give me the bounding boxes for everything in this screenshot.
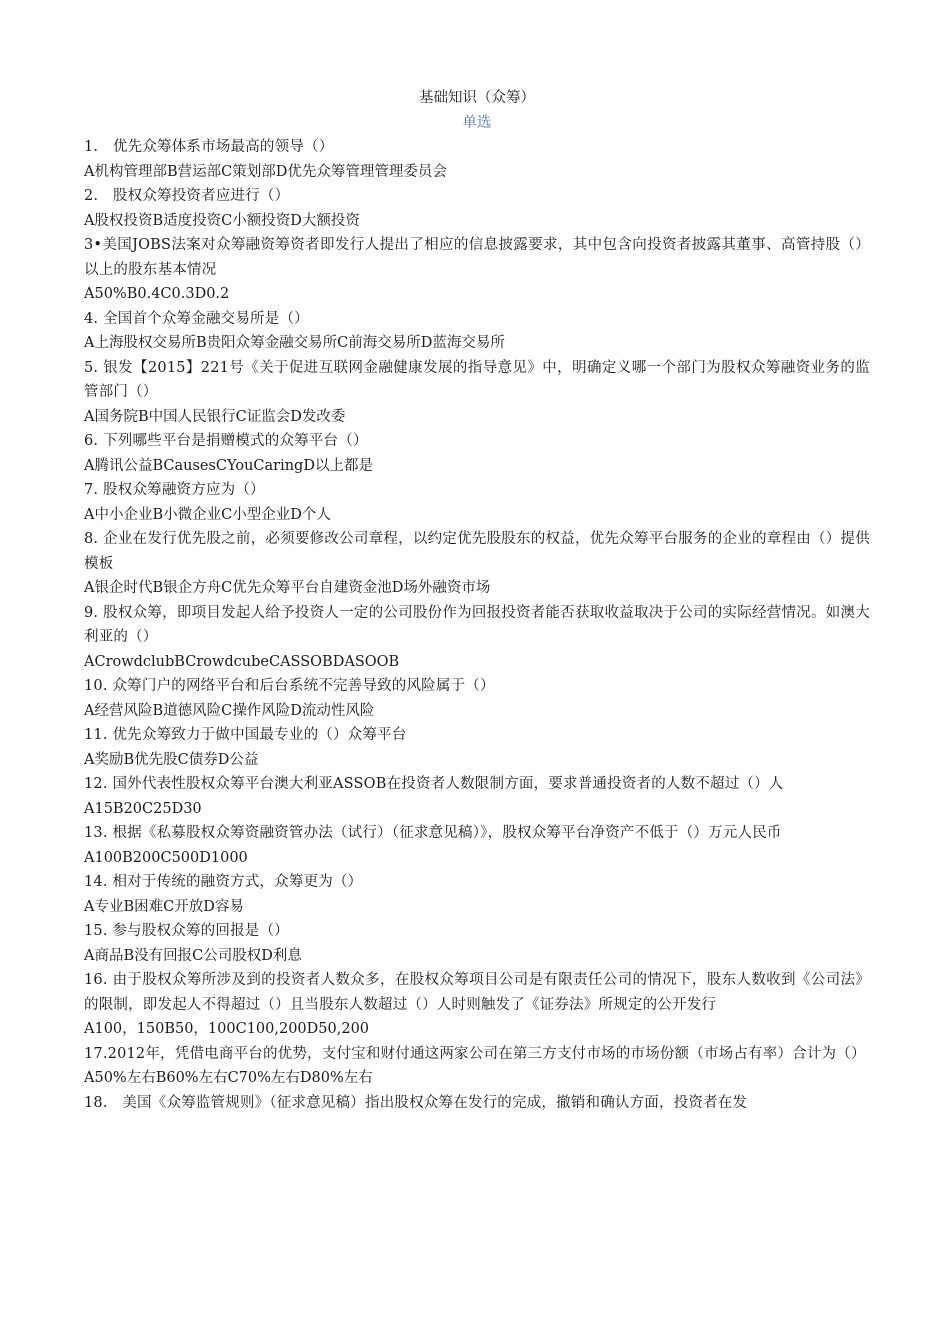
question-7: 7. 股权众筹融资方应为（） [84, 482, 265, 498]
question-14: 14. 相对于传统的融资方式，众筹更为（） [84, 874, 363, 890]
options-11: A奖励B优先股C债券D公益 [84, 751, 259, 768]
question-8: 8. 企业在发行优先股之前，必须要修改公司章程，以约定优先股股东的权益，优先众筹平台服务的企业的章程由（）提供模板 [84, 531, 870, 572]
question-12: 12. 国外代表性股权众筹平台澳大利亚ASSOB在投资者人数限制方面，要求普通投资者的人数不超过（）人 [84, 776, 784, 792]
question-1: 1. 优先众筹体系市场最高的领导（） [84, 139, 334, 155]
question-16: 16. 由于股权众筹所涉及到的投资者人数众多，在股权众筹项目公司是有限责任公司的情况下，股东人数收到《公司法》的限制，即发起人不得超过（）且当股东人数超过（）人时则触发了《证券法》所规定的公开发行 [84, 972, 870, 1013]
question-4: 4. 全国首个众筹金融交易所是（） [84, 310, 309, 327]
document-title: 基础知识（众筹） [419, 90, 535, 106]
question-5: 5. 银发【2015】221号《关于促进互联网金融健康发展的指导意见》中，明确定义哪一个部门为股权众筹融资业务的监管部门（） [84, 359, 870, 400]
question-15: 15. 参与股权众筹的回报是（） [84, 923, 289, 939]
options-17: A50%左右B60%左右C70%左右D80%左右 [84, 1070, 373, 1086]
question-13: 13. 根据《私募股权众筹资融资管办法（试行）（征求意见稿）》，股权众筹平台净资产不低于（）万元人民币 [84, 825, 782, 841]
question-3: 3•美国JOBS法案对众筹融资筹资者即发行人提出了相应的信息披露要求，其中包含向投资者披露其董事、高管持股（）以上的股东基本情况 [84, 237, 870, 278]
question-11: 11. 优先众筹致力于做中国最专业的（）众筹平台 [84, 727, 407, 743]
options-14: A专业B困难C开放D容易 [84, 898, 244, 915]
options-12: A15B20C25D30 [84, 800, 202, 817]
options-5: A国务院B中国人民银行C证监会D发改委 [84, 408, 346, 425]
question-17: 17.2012年，凭借电商平台的优势，支付宝和财付通这两家公司在第三方支付市场的市场份额（市场占有率）合计为（） [84, 1045, 866, 1062]
options-10: A经营风险B道德风险C操作风险D流动性风险 [84, 702, 375, 719]
document-body [84, 86, 870, 1115]
options-13: A100B200C500D1000 [84, 849, 248, 866]
question-10: 10. 众筹门户的网络平台和后台系统不完善导致的风险属于（） [84, 678, 495, 694]
options-1: A机构管理部B营运部C策划部D优先众筹管理管理委员会 [84, 163, 447, 180]
options-2: A股权投资B适度投资C小额投资D大额投资 [84, 212, 360, 229]
options-15: A商品B没有回报C公司股权D利息 [84, 947, 302, 964]
options-8: A银企时代B银企方舟C优先众筹平台自建资金池D场外融资市场 [84, 580, 491, 596]
options-6: A腾讯公益BCausesCYouCaringD以上都是 [84, 457, 373, 474]
options-9: ACrowdclubBCrowdcubeCASSOBDASOOB [84, 653, 400, 670]
options-7: A中小企业B小微企业C小型企业D个人 [84, 506, 331, 523]
question-9: 9. 股权众筹，即项目发起人给予投资人一定的公司股份作为回报投资者能否获取收益取决于公司的实际经营情况。如澳大利亚的（） [84, 604, 870, 645]
options-3: A50%B0.4C0.3D0.2 [84, 286, 230, 302]
section-heading: 单选 [462, 114, 492, 131]
options-4: A上海股权交易所B贵阳众筹金融交易所C前海交易所D蓝海交易所 [84, 335, 505, 351]
options-16: A100，150B50，100C100,200D50,200 [84, 1021, 370, 1037]
question-6: 6. 下列哪些平台是捐赠模式的众筹平台（） [84, 433, 368, 449]
question-18: 18. 美国《众筹监管规则》（征求意见稿）指出股权众筹在发行的完成，撤销和确认方面，投资者在发 [84, 1094, 748, 1111]
question-2: 2. 股权众筹投资者应进行（） [84, 188, 290, 204]
